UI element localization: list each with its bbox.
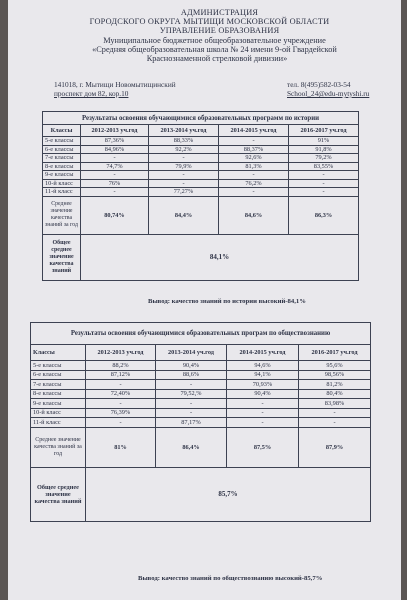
column-header: 2012-2013 уч.год [81,125,149,137]
table-cell: 79,52,% [156,389,227,399]
class-label: 6-е классы [31,370,86,380]
average-value: 81% [86,427,156,467]
table-cell: - [227,418,299,428]
table-cell: - [156,408,227,418]
table-row [43,171,359,180]
table-cell: 87,12% [86,370,156,380]
table-row [31,418,371,428]
average-row [43,196,359,234]
table-cell: - [156,380,227,390]
table-cell: 91,8% [289,145,359,154]
table-cell: - [289,188,359,197]
table-header-row [43,125,359,137]
column-header: Классы [43,125,81,137]
table-cell: 84,96% [81,145,149,154]
table-cell: - [81,188,149,197]
total-label: Общее среднее значение качества знаний [43,234,81,280]
column-header: 2013-2014 уч.год [149,125,219,137]
table-cell: 92,6% [219,154,289,163]
table-cell: - [81,154,149,163]
letterhead [8,8,401,63]
table-header-row [31,345,371,361]
table-cell: 98,56% [299,370,371,380]
column-header: 2014-2015 уч.год [219,125,289,137]
table-title: Результаты освоения обучающимися образовательных программ по истории [43,112,359,125]
table-row [43,137,359,146]
table-cell: 90,4% [156,361,227,371]
school-address [54,80,176,98]
history-results-table [42,111,359,281]
table-row [43,162,359,171]
table-cell: - [81,171,149,180]
table-row [31,389,371,399]
email: School_24@edu-mytyshi.ru [287,89,370,98]
class-label: 7-е классы [43,154,81,163]
table-cell: - [156,399,227,409]
average-value: 86,4% [156,427,227,467]
header-line: УПРАВЛЕНИЕ ОБРАЗОВАНИЯ [159,26,280,36]
table-cell: 92,2% [149,145,219,154]
table-cell: - [149,171,219,180]
class-label: 5-е классы [43,137,81,146]
class-label: 7-е классы [31,380,86,390]
class-label: 11-й класс [43,188,81,197]
table-cell: 88,37% [219,145,289,154]
average-value: 87,9% [299,427,371,467]
table-cell: 74,7% [81,162,149,171]
average-label: Среднее значение качества знаний за год [43,196,81,234]
table-row [31,380,371,390]
history-conclusion: Вывод: качество знаний по истории высокий-84,1% [148,298,306,305]
table-cell: - [289,171,359,180]
average-value: 80,74% [81,196,149,234]
table-row [31,408,371,418]
class-label: 10-й класс [31,408,86,418]
header-line: ГОРОДСКОГО ОКРУГА МЫТИЩИ МОСКОВСКОЙ ОБЛАСТИ [89,17,330,27]
table-cell: - [86,380,156,390]
table-cell: - [299,408,371,418]
table-cell: 76,2% [219,179,289,188]
average-value: 84,4% [149,196,219,234]
table-cell: - [219,188,289,197]
table-cell: 79,9% [149,162,219,171]
class-label: 9-е классы [43,171,81,180]
table-row [31,361,371,371]
total-label: Общее среднее значение качества знаний [31,467,86,521]
header-line: «Средняя общеобразовательная школа № 24 имени 9-ой Гвардейской [92,44,337,54]
table-cell: 83,98% [299,399,371,409]
average-value: 84,6% [219,196,289,234]
class-label: 10-й класс [43,179,81,188]
table-cell: 88,6% [156,370,227,380]
table-row [31,370,371,380]
class-label: 6-е классы [43,145,81,154]
table-cell: 94,6% [227,361,299,371]
table-row [43,154,359,163]
header-line: Краснознаменной стрелковой дивизии» [146,54,288,64]
table-row [31,399,371,409]
table-cell: 81,3% [219,162,289,171]
address-line: проспект дом 82, кор.10 [54,89,129,98]
table-row [43,145,359,154]
table-cell: 81,2% [299,380,371,390]
table-cell: - [86,399,156,409]
average-value: 87,5% [227,427,299,467]
table-cell: 79,2% [289,154,359,163]
column-header: 2012-2013 уч.год [86,345,156,361]
column-header: 2016-2017 уч.год [299,345,371,361]
table-row [43,179,359,188]
social-studies-conclusion: Вывод: качество знаний по обществознанию высокий-85,7% [138,575,323,582]
table-cell: 88,33% [149,137,219,146]
table-title-row [31,323,371,345]
social-studies-results-table [30,322,371,522]
table-cell: - [227,408,299,418]
table-cell: - [86,418,156,428]
column-header: Классы [31,345,86,361]
class-label: 8-е классы [43,162,81,171]
table-cell: 72,40% [86,389,156,399]
table-cell: - [219,171,289,180]
table-cell: 87,17% [156,418,227,428]
total-value: 85,7% [86,467,371,521]
table-cell: 88,2% [86,361,156,371]
average-row [31,427,371,467]
class-label: 11-й класс [31,418,86,428]
class-label: 9-е классы [31,399,86,409]
table-row [43,188,359,197]
total-row [43,234,359,280]
table-cell: 95,6% [299,361,371,371]
table-cell: 70,93% [227,380,299,390]
column-header: 2016-2017 уч.год [289,125,359,137]
document-page [8,0,401,600]
table-cell: 76,39% [86,408,156,418]
column-header: 2013-2014 уч.год [156,345,227,361]
table-title-row [43,112,359,125]
table-cell: - [149,154,219,163]
table-cell: 83,55% [289,162,359,171]
table-cell: - [149,179,219,188]
table-cell: 90,4% [227,389,299,399]
phone: тел. 8(495)582-03-54 [287,80,351,89]
column-header: 2014-2015 уч.год [227,345,299,361]
table-cell: 76% [81,179,149,188]
class-label: 8-е классы [31,389,86,399]
header-line: Муниципальное бюджетное общеобразовательное учреждение [103,35,326,45]
class-label: 5-е классы [31,361,86,371]
school-contacts [287,80,369,98]
table-cell: 87,36% [81,137,149,146]
table-cell: 77,27% [149,188,219,197]
average-value: 86,3% [289,196,359,234]
total-row [31,467,371,521]
table-cell: - [299,418,371,428]
table-cell: 91% [289,137,359,146]
table-cell: - [227,399,299,409]
average-label: Среднее значение качества знаний за год [31,427,86,467]
address-line: 141018, г. Мытищи Новомытищинский [54,80,176,89]
total-value: 84,1% [81,234,359,280]
table-cell: 94,1% [227,370,299,380]
table-cell: - [289,179,359,188]
table-title: Результаты освоения обучающимися образовательных програм по обществознанию [31,323,371,345]
header-line: АДМИНИСТРАЦИЯ [180,8,259,17]
table-cell: 80,4% [299,389,371,399]
table-cell: - [219,137,289,146]
